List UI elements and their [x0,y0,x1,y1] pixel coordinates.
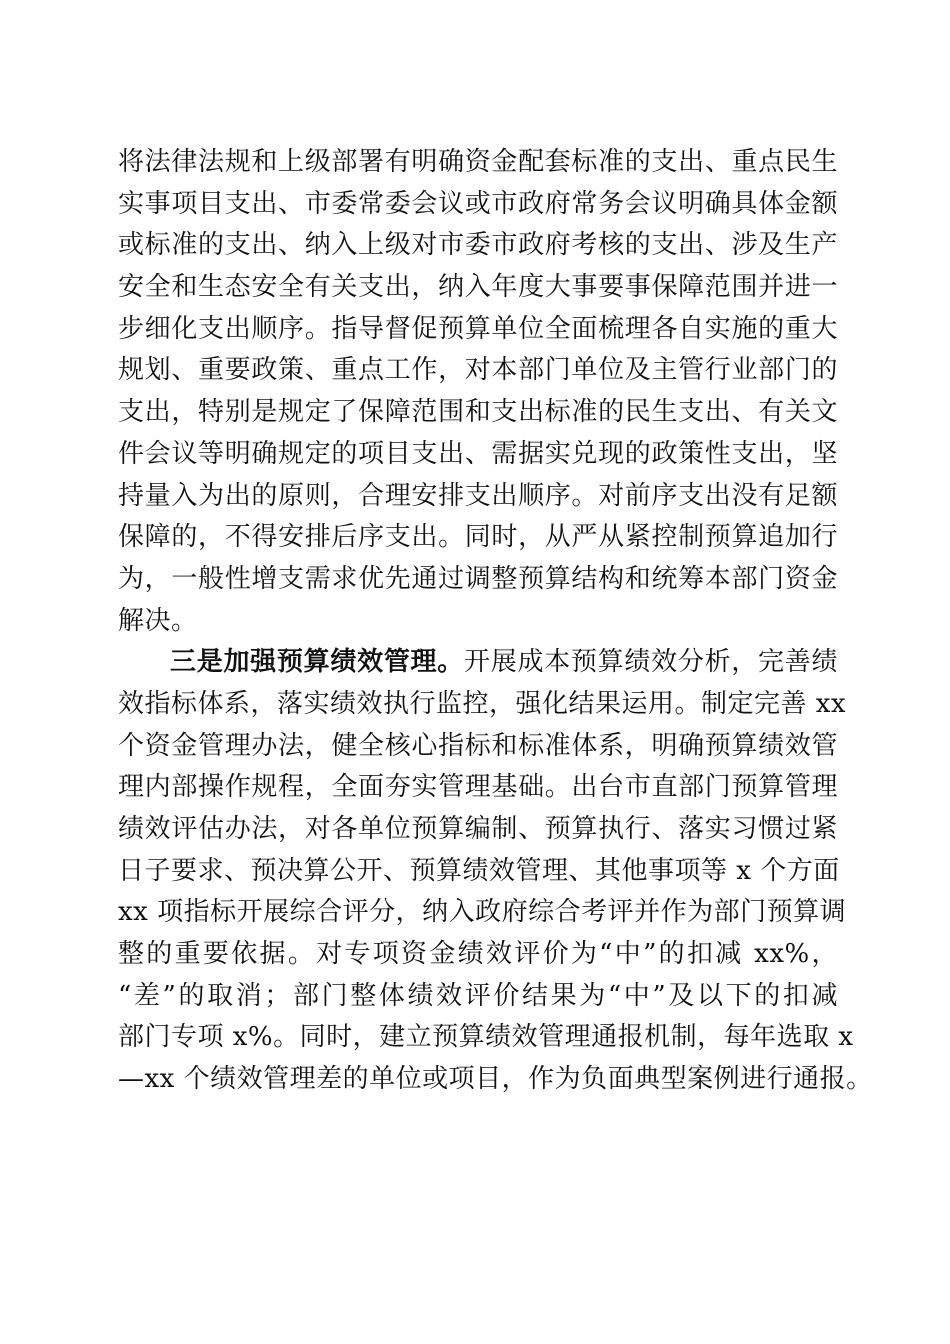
paragraph-line: 安全和生态安全有关支出，纳入年度大事要事保障范围并进一 [118,272,838,303]
paragraph-first-line [118,642,838,684]
paragraph-line: 持量入为出的原则，合理安排支出顺序。对前序支出没有足额 [118,480,838,511]
paragraph-line: 实事项目支出、市委常委会议或市政府常务会议明确具体金额 [118,188,838,219]
paragraph-line: 整的重要依据。对专项资金绩效评价为“中”的扣减 xx%， [118,939,838,970]
paragraph-line: 支出，特别是规定了保障范围和支出标准的民生支出、有关文 [118,397,838,428]
first-line-text: 开展成本预算绩效分析，完善绩 [464,647,838,678]
document-body [118,142,873,1101]
paragraph-line: 绩效评估办法，对各单位预算编制、预算执行、落实习惯过紧 [118,814,838,844]
paragraph-line: 步细化支出顺序。指导督促预算单位全面梳理各自实施的重大 [118,313,838,344]
paragraph-line: —xx 个绩效管理差的单位或项目，作为负面典型案例进行通报。 [118,1064,873,1095]
paragraph-line: 为，一般性增支需求优先通过调整预算结构和统筹本部门资金 [118,563,838,594]
paragraph-line: 部门专项 x%。同时，建立预算绩效管理通报机制，每年选取 x [118,1022,854,1053]
paragraph-line: “差”的取消；部门整体绩效评价结果为“中”及以下的扣减 [118,980,838,1011]
paragraph-line: 或标准的支出、纳入上级对市委市政府考核的支出、涉及生产 [118,230,838,261]
paragraph-2 [118,642,873,1101]
paragraph-line: 日子要求、预决算公开、预算绩效管理、其他事项等 x 个方面 [118,855,840,886]
paragraph-line: 个资金管理办法，健全核心指标和标准体系，明确预算绩效管 [118,730,838,761]
paragraph-line: 规划、重要政策、重点工作，对本部门单位及主管行业部门的 [118,355,838,386]
paragraph-line: 理内部操作规程，全面夯实管理基础。出台市直部门预算管理 [118,772,838,803]
paragraph-line: xx 项指标开展综合评分，纳入政府综合考评并作为部门预算调 [118,897,847,928]
paragraph-line: 效指标体系，落实绩效执行监控，强化结果运用。制定完善 xx [118,688,847,719]
paragraph-line: 保障的，不得安排后序支出。同时，从严从紧控制预算追加行 [118,522,838,553]
paragraph-1 [118,142,838,642]
section-heading: 三是加强预算绩效管理。 [170,647,465,678]
paragraph-line: 将法律法规和上级部署有明确资金配套标准的支出、重点民生 [118,147,838,177]
paragraph-line: 件会议等明确规定的项目支出、需据实兑现的政策性支出，坚 [118,438,838,469]
paragraph-line: 解决。 [118,605,198,636]
